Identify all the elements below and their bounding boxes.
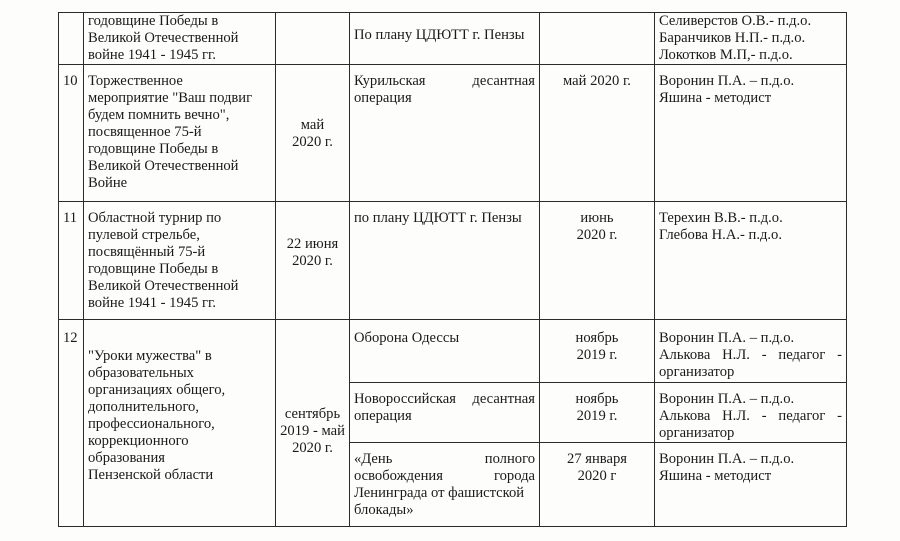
event-date-line: 2020 г. <box>292 440 333 456</box>
event-date-line: 2019 - май <box>280 423 345 439</box>
table-row <box>59 320 847 383</box>
responsible-cell <box>655 383 847 443</box>
responsible-line: Воронин П.А. – п.д.о. <box>659 73 795 89</box>
event-title-line: посвященное 75-й <box>88 124 202 140</box>
sub-event-date-cell <box>540 383 655 443</box>
responsible-line: Терехин В.В.- п.д.о. <box>659 210 783 226</box>
event-date-line: 2020 г. <box>292 253 333 269</box>
sub-event-date-line: ноябрь <box>575 391 619 407</box>
event-date-cell <box>276 65 350 202</box>
event-title-line: войне 1941 - 1945 гг. <box>88 47 216 63</box>
sub-event-line: Курильская десантная <box>354 73 535 89</box>
responsible-cell <box>655 65 847 202</box>
event-date-cell <box>276 202 350 320</box>
event-title-cell <box>84 13 276 65</box>
sub-event-line: освобождения города <box>354 468 535 484</box>
responsible-line: Глебова Н.А.- п.д.о. <box>659 227 783 243</box>
responsible-line: организатор <box>659 364 735 380</box>
responsible-line: Воронин П.А. – п.д.о. <box>659 330 795 346</box>
sub-event-line: По плану ЦДЮТТ г. Пензы <box>354 27 525 43</box>
event-title-line: Великой Отечественной <box>88 30 239 46</box>
event-title-cell <box>84 65 276 202</box>
sub-event-date-line: 2020 г <box>577 468 617 484</box>
sub-event-date-cell <box>540 320 655 383</box>
sub-event-cell <box>350 202 540 320</box>
sub-event-date-line: 27 января <box>567 451 627 467</box>
event-title-line: Пензенской области <box>88 467 214 483</box>
event-title-line: организациях общего, <box>88 382 226 398</box>
table-row <box>59 65 847 202</box>
sub-event-date-line: май 2020 г. <box>563 73 631 89</box>
event-title-line: годовщине Победы в <box>88 13 219 29</box>
responsible-line: Воронин П.А. – п.д.о. <box>659 451 795 467</box>
sub-event-date-line: 2020 г. <box>576 227 618 243</box>
responsible-cell <box>655 443 847 527</box>
sub-event-line: операция <box>354 408 412 424</box>
responsible-cell <box>655 13 847 65</box>
event-title-line: "Уроки мужества" в <box>88 348 212 364</box>
event-date-line: 2020 г. <box>292 133 333 150</box>
responsible-line: Яшина - методист <box>659 468 772 484</box>
responsible-cell <box>655 320 847 383</box>
event-title-line: будем помнить вечно", <box>88 107 230 123</box>
event-title-cell <box>84 320 276 527</box>
event-date-line: май <box>300 116 325 133</box>
sub-event-date-line: июнь <box>580 210 614 226</box>
event-title-line: Войне <box>88 175 128 191</box>
responsible-line: Яшина - методист <box>659 90 772 106</box>
sub-event-cell <box>350 383 540 443</box>
row-number: 12 <box>59 320 84 527</box>
sub-event-date-line: ноябрь <box>575 330 619 346</box>
sub-event-date-cell <box>540 443 655 527</box>
event-title-line: Великой Отечественной <box>88 158 239 174</box>
sub-event-cell <box>350 320 540 383</box>
event-title-line: образования <box>88 450 165 466</box>
sub-event-date-cell <box>540 202 655 320</box>
table-row <box>59 13 847 65</box>
sub-event-line: Новороссийская десантная <box>354 391 535 407</box>
event-title-line: Областной турнир по <box>88 210 222 226</box>
row-number: 11 <box>59 202 84 320</box>
row-number: 10 <box>59 65 84 202</box>
sub-event-date-line: 2019 г. <box>576 408 618 424</box>
event-title-line: посвящённый 75-й <box>88 244 206 260</box>
sub-event-line: Ленинграда от фашистской <box>354 485 525 501</box>
sub-event-date-cell <box>540 13 655 65</box>
sub-event-date-cell <box>540 65 655 202</box>
event-title-line: дополнительного, <box>88 399 200 415</box>
event-title-line: профессионального, <box>88 416 215 432</box>
event-title-line: Торжественное <box>88 73 183 89</box>
responsible-line: Баранчиков Н.П.- п.д.о. <box>659 30 806 46</box>
sub-event-line: операция <box>354 90 412 106</box>
sub-event-line: по плану ЦДЮТТ г. Пензы <box>354 210 522 226</box>
responsible-line: Селиверстов О.В.- п.д.о. <box>659 13 812 29</box>
event-title-line: коррекционного <box>88 433 189 449</box>
responsible-line: Алькова Н.Л. - педагог - <box>659 347 842 363</box>
event-title-line: образовательных <box>88 365 194 381</box>
sub-event-line: Оборона Одессы <box>354 330 460 346</box>
events-plan-table <box>58 12 847 527</box>
sub-event-line: блокады» <box>354 502 414 518</box>
responsible-line: Локотков М.П,- п.д.о. <box>659 47 793 63</box>
responsible-line: организатор <box>659 425 735 441</box>
event-title-line: войне 1941 - 1945 гг. <box>88 295 216 311</box>
sub-event-line: «День полного <box>354 451 535 467</box>
event-date-cell <box>276 320 350 527</box>
sub-event-cell <box>350 443 540 527</box>
sub-event-cell <box>350 65 540 202</box>
event-title-line: пулевой стрельбе, <box>88 227 200 243</box>
event-title-line: мероприятие "Ваш подвиг <box>88 90 253 106</box>
row-number <box>59 13 84 65</box>
table-row <box>59 202 847 320</box>
responsible-line: Алькова Н.Л. - педагог - <box>659 408 842 424</box>
event-title-line: годовщине Победы в <box>88 141 219 157</box>
event-date-line: сентябрь <box>284 406 341 422</box>
event-title-cell <box>84 202 276 320</box>
sub-event-date-line: 2019 г. <box>576 347 618 363</box>
event-date-line: 22 июня <box>286 236 339 252</box>
responsible-cell <box>655 202 847 320</box>
event-title-line: Великой Отечественной <box>88 278 239 294</box>
sub-event-cell <box>350 13 540 65</box>
responsible-line: Воронин П.А. – п.д.о. <box>659 391 795 407</box>
event-title-line: годовщине Победы в <box>88 261 219 277</box>
event-date-cell <box>276 13 350 65</box>
